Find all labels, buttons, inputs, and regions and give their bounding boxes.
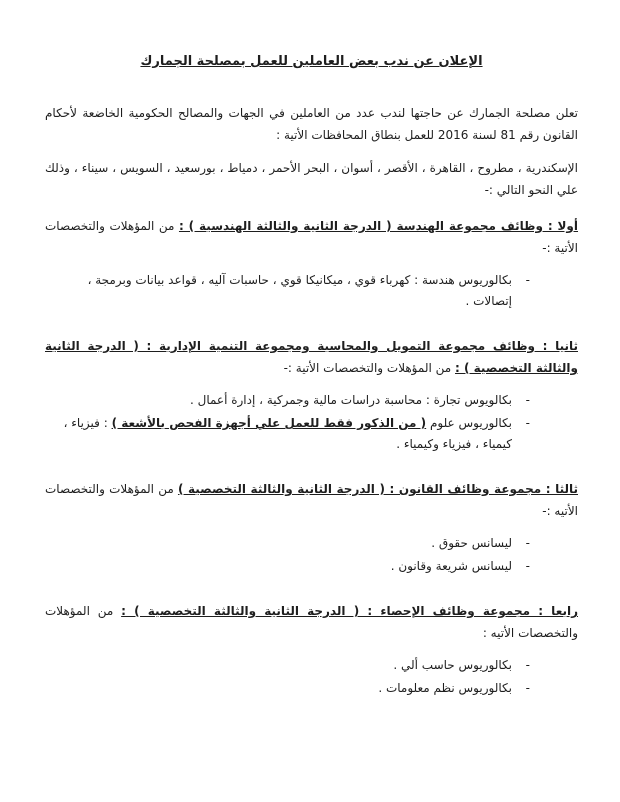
bullet-dash: - bbox=[525, 658, 530, 672]
bullet-dash: - bbox=[525, 559, 530, 573]
text-run: من المؤهلات والتخصصات الأتيه : bbox=[45, 604, 578, 640]
bullet-text bbox=[45, 556, 512, 577]
bullet-item bbox=[45, 678, 530, 699]
bullet-text bbox=[45, 678, 512, 699]
section-heading bbox=[45, 478, 578, 522]
bullet-item bbox=[45, 413, 530, 455]
text-run: بكالوريوس نظم معلومات . bbox=[378, 681, 512, 695]
text-run: ليسانس حقوق . bbox=[431, 536, 512, 550]
section-heading bbox=[45, 335, 578, 379]
bullet-dash: - bbox=[525, 393, 530, 407]
text-run: : فيزياء ، كيمياء ، فيزياء وكيمياء . bbox=[63, 416, 512, 451]
text-run: من المؤهلات والتخصصات الأتيه :- bbox=[45, 482, 578, 518]
emphasized-run: ثانيا : وظائف مجموعة التمويل والمحاسبة ومجموعة التنمية الإدارية : ( الدرجة الثانية والثالثة التخصصية ) : bbox=[45, 339, 578, 375]
section-items bbox=[45, 653, 578, 699]
section-heading bbox=[45, 600, 578, 644]
emphasized-run: ثالثا : مجموعة وظائف القانون : ( الدرجة الثانية والثالثة التخصصية ) bbox=[177, 482, 578, 496]
bullet-dash: - bbox=[525, 536, 530, 550]
emphasized-run: أولا : وظائف مجموعة الهندسة ( الدرجة الثانية والثالثة الهندسية ) : bbox=[178, 219, 579, 233]
bullet-dash: - bbox=[525, 681, 530, 695]
section-1 bbox=[45, 215, 578, 312]
emphasized-run: ( من الذكور فقط للعمل علي أجهزة الفحص بالأشعة ) bbox=[111, 416, 427, 430]
section-3 bbox=[45, 478, 578, 577]
section-items bbox=[45, 268, 578, 312]
text-run: بكالويوس تجارة : محاسبة دراسات مالية وجمركية ، إدارة أعمال . bbox=[189, 393, 512, 407]
text-run: ليسانس شريعة وقانون . bbox=[390, 559, 512, 573]
document-title: الإعلان عن ندب بعض العاملين للعمل بمصلحة الجمارك bbox=[140, 54, 483, 69]
bullet-item bbox=[45, 270, 530, 312]
bullet-text bbox=[45, 533, 512, 554]
sections-container bbox=[45, 215, 578, 699]
bullet-item bbox=[45, 655, 530, 676]
emphasized-run: رابعا : مجموعة وظائف الإحصاء : ( الدرجة الثانية والثالثة التخصصية ) : bbox=[121, 604, 578, 618]
section-heading bbox=[45, 215, 578, 259]
intro-paragraph: تعلن مصلحة الجمارك عن حاجتها لندب عدد من العاملين في الجهات والمصالح الحكومية الخاضعة لأحكام القانون رقم 81 لسنة 2016 للعمل بنطاق المحافظات الأتية : bbox=[45, 106, 578, 142]
section-items bbox=[45, 388, 578, 455]
bullet-text bbox=[45, 270, 512, 312]
section-2 bbox=[45, 335, 578, 455]
text-run: بكالوريوس هندسة : كهرباء قوي ، ميكانيكا قوي ، حاسبات آليه ، قواعد بيانات وبرمجة ، إتصالات . bbox=[87, 273, 512, 308]
bullet-text bbox=[45, 655, 512, 676]
bullet-item bbox=[45, 533, 530, 554]
bullet-item bbox=[45, 556, 530, 577]
bullet-dash: - bbox=[525, 273, 530, 287]
bullet-dash: - bbox=[525, 416, 530, 430]
text-run: بكالوريوس حاسب ألي . bbox=[393, 658, 512, 672]
section-4 bbox=[45, 600, 578, 699]
bullet-text bbox=[45, 390, 512, 411]
text-run: من المؤهلات والتخصصات الأتية :- bbox=[45, 219, 578, 255]
text-run: بكالوريوس علوم bbox=[426, 416, 512, 430]
text-run: من المؤهلات والتخصصات الأتية :- bbox=[283, 361, 456, 375]
section-items bbox=[45, 531, 578, 577]
bullet-item bbox=[45, 390, 530, 411]
bullet-text bbox=[45, 413, 512, 455]
governorates-paragraph: الإسكندرية ، مطروح ، القاهرة ، الأقصر ، أسوان ، البحر الأحمر ، دمياط ، بورسعيد ، السويس ، سيناء ، وذلك علي النحو التالي :- bbox=[45, 161, 578, 197]
